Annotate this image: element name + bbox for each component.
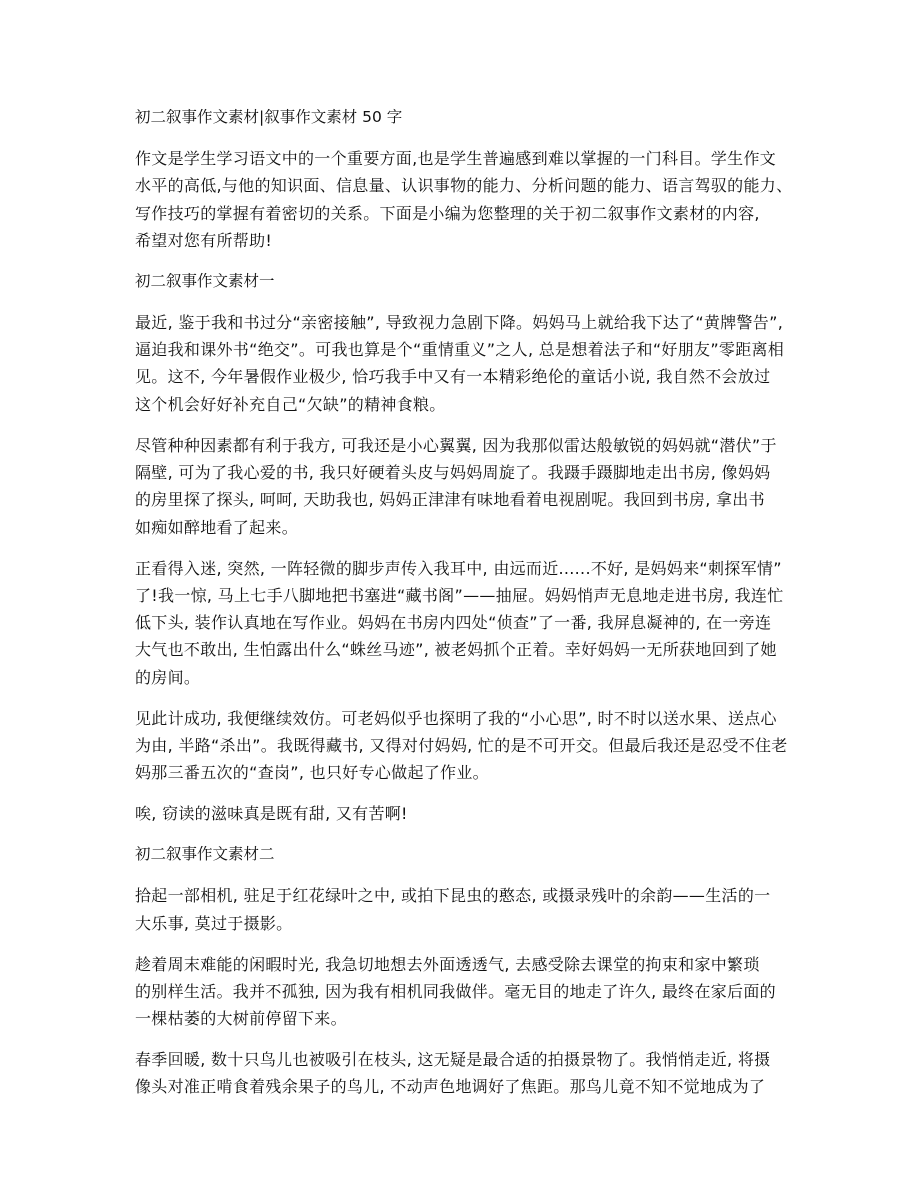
text-line: 大气也不敢出, 生怕露出什么“蛛丝马迹”, 被老妈抓个正着。幸好妈妈一无所获地回到了她: [135, 640, 777, 660]
text-line: 的房间。: [135, 667, 201, 687]
document-title: [135, 104, 795, 131]
text-line: 大乐事, 莫过于摄影。: [135, 913, 293, 933]
text-line: 见。这不, 今年暑假作业极少, 恰巧我手中又有一本精彩绝伦的童话小说, 我自然不会放过: [135, 367, 771, 387]
title-text: 初二叙事作文素材|叙事作文素材 50 字: [135, 108, 403, 126]
text-line: 春季回暖, 数十只鸟儿也被吸引在枝头, 这无疑是最合适的拍摄景物了。我悄悄走近, 将摄: [135, 1050, 771, 1070]
text-line: 作文是学生学习语文中的一个重要方面,也是学生普遍感到难以掌握的一门科目。学生作文: [135, 148, 777, 168]
section-heading-text: 初二叙事作文素材一: [135, 271, 275, 290]
text-line: 的别样生活。我并不孤独, 因为我有相机同我做伴。毫无目的地走了许久, 最终在家后面的: [135, 981, 776, 1001]
text-line: 正看得入迷, 突然, 一阵轻微的脚步声传入我耳中, 由远而近......不好, 是妈妈来“刺探军情”: [135, 558, 782, 578]
body-paragraph: [135, 800, 795, 827]
text-line: 像头对准正啃食着残余果子的鸟儿, 不动声色地调好了焦距。那鸟儿竟不知不觉地成为了: [135, 1077, 766, 1097]
text-line: 妈那三番五次的“查岗”, 也只好专心做起了作业。: [135, 763, 489, 783]
text-line: 水平的高低,与他的知识面、信息量、认识事物的能力、分析问题的能力、语言驾驭的能力、: [135, 176, 793, 196]
text-line: 最近, 鉴于我和书过分“亲密接触”, 导致视力急剧下降。妈妈马上就给我下达了“黄牌警告”,: [135, 312, 784, 332]
text-line: 拾起一部相机, 驻足于红花绿叶之中, 或拍下昆虫的憨态, 或摄录残叶的余韵——生活的一: [135, 886, 771, 906]
body-paragraph: [135, 882, 795, 937]
text-line: 了!我一惊, 马上七手八脚地把书塞进“藏书阁”——抽屉。妈妈悄声无息地走进书房, 我连忙: [135, 585, 784, 605]
document-page: [135, 104, 795, 1114]
text-line: 一棵枯萎的大树前停留下来。: [135, 1009, 347, 1029]
text-line: 这个机会好好补充自己“欠缺”的精神食粮。: [135, 394, 446, 414]
body-paragraph: [135, 951, 795, 1033]
text-line: 希望对您有所帮助!: [135, 230, 273, 250]
text-line: 尽管种种因素都有利于我方, 可我还是小心翼翼, 因为我那似雷达般敏锐的妈妈就“潜伏”于: [135, 435, 777, 455]
body-paragraph: [135, 705, 795, 787]
text-line: 如痴如醉地看了起来。: [135, 517, 299, 537]
text-line: 见此计成功, 我便继续效仿。可老妈似乎也探明了我的“小心思”, 时不时以送水果、送点心: [135, 708, 777, 728]
section-heading-1: [135, 268, 795, 295]
section-heading-text: 初二叙事作文素材二: [135, 845, 275, 864]
intro-paragraph: [135, 145, 795, 254]
body-paragraph: [135, 432, 795, 541]
text-line: 唉, 窃读的滋味真是既有甜, 又有苦啊!: [135, 804, 408, 824]
text-line: 隔壁, 可为了我心爱的书, 我只好硬着头皮与妈妈周旋了。我蹑手蹑脚地走出书房, 像妈妈: [135, 463, 771, 483]
body-paragraph: [135, 555, 795, 691]
section-heading-2: [135, 841, 795, 868]
body-paragraph: [135, 309, 795, 418]
text-line: 逼迫我和课外书“绝交”。可我也算是个“重情重义”之人, 总是想着法子和“好朋友”零距离相: [135, 340, 785, 360]
text-line: 低下头, 装作认真地在写作业。妈妈在书房内四处“侦查”了一番, 我屏息凝神的, 在一旁连: [135, 613, 772, 633]
text-line: 为由, 半路“杀出”。我既得藏书, 又得对付妈妈, 忙的是不可开交。但最后我还是忍受不住老: [135, 736, 788, 756]
text-line: 写作技巧的掌握有着密切的关系。下面是小编为您整理的关于初二叙事作文素材的内容,: [135, 203, 760, 223]
body-paragraph: [135, 1046, 795, 1101]
text-line: 趁着周末难能的闲暇时光, 我急切地想去外面透透气, 去感受除去课堂的拘束和家中繁琐: [135, 954, 760, 974]
text-line: 的房里探了探头, 呵呵, 天助我也, 妈妈正津津有味地看着电视剧呢。我回到书房, 拿出书: [135, 490, 765, 510]
